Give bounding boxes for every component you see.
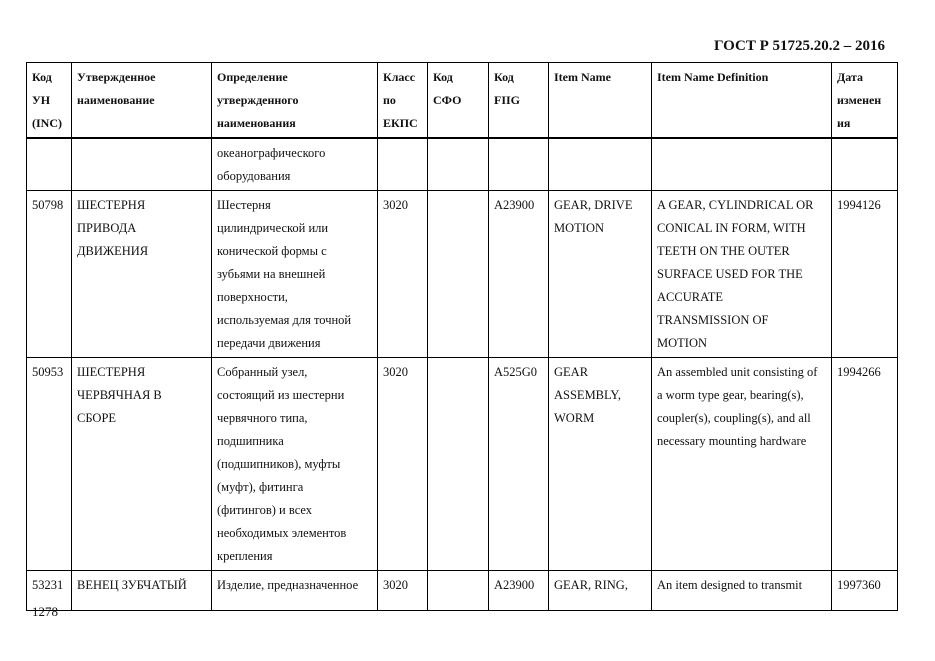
cell-text: coupler(s), coupling(s), and all — [657, 411, 811, 425]
cell-text: состоящий из шестерни — [217, 388, 345, 402]
cell-text: TRANSMISSION OF — [657, 313, 769, 327]
header-row — [27, 63, 898, 139]
item-name-definition-cell — [652, 138, 832, 191]
cell-text: Шестерня — [217, 198, 271, 212]
col-item-name-definition-header — [652, 63, 832, 139]
definition-cell — [212, 571, 378, 611]
header-text: Item Name Definition — [657, 70, 769, 84]
cell-text: цилиндрической или — [217, 221, 329, 235]
definition-cell — [212, 358, 378, 571]
cell-text: ASSEMBLY, — [554, 388, 621, 402]
inc-cell — [27, 358, 72, 571]
col-change-date-header — [832, 63, 898, 139]
cell-text: 50953 — [32, 365, 64, 379]
cell-text: SURFACE USED FOR THE — [657, 267, 803, 281]
cell-text: 3020 — [383, 578, 408, 592]
cell-text: WORM — [554, 411, 595, 425]
cell-text: ШЕСТЕРНЯ — [77, 198, 146, 212]
ekps-cell — [378, 571, 428, 611]
document-title: ГОСТ Р 51725.20.2 – 2016 — [714, 38, 886, 54]
ekps-cell — [378, 358, 428, 571]
cell-text: A GEAR, CYLINDRICAL OR — [657, 198, 814, 212]
col-item-name-header — [549, 63, 652, 139]
change-date-cell — [832, 191, 898, 358]
header-text: Код — [494, 70, 514, 84]
cell-text: 3020 — [383, 365, 408, 379]
cell-text: A23900 — [494, 578, 535, 592]
ekps-cell — [378, 138, 428, 191]
cell-text: 1994266 — [837, 365, 881, 379]
approved-name-cell — [72, 358, 212, 571]
approved-name-cell — [72, 138, 212, 191]
header-text: УН — [32, 93, 51, 107]
header-text: утвержденного — [217, 93, 299, 107]
cell-text: Изделие, предназначенное — [217, 578, 359, 592]
cell-text: (фитингов) и всех — [217, 503, 313, 517]
col-inc-header — [27, 63, 72, 139]
cell-text: a worm type gear, bearing(s), — [657, 388, 804, 402]
header-text: ЕКПС — [383, 116, 418, 130]
fiig-cell — [489, 358, 549, 571]
table-row — [27, 571, 898, 611]
cell-text: A525G0 — [494, 365, 538, 379]
table-row — [27, 358, 898, 571]
cell-text: GEAR, DRIVE — [554, 198, 633, 212]
table-row — [27, 138, 898, 191]
cell-text: An assembled unit consisting of — [657, 365, 818, 379]
definition-cell — [212, 191, 378, 358]
header-text: по — [383, 93, 396, 107]
cell-text: СБОРЕ — [77, 411, 117, 425]
ekps-cell — [378, 191, 428, 358]
header-text: Item Name — [554, 70, 611, 84]
inc-cell — [27, 138, 72, 191]
change-date-cell — [832, 571, 898, 611]
fiig-cell — [489, 571, 549, 611]
cell-text: A23900 — [494, 198, 535, 212]
cell-text: An item designed to transmit — [657, 578, 803, 592]
cell-text: 3020 — [383, 198, 408, 212]
table-header — [27, 63, 898, 139]
header-text: ия — [837, 116, 851, 130]
col-sfo-header — [428, 63, 489, 139]
item-name-definition-cell — [652, 191, 832, 358]
cell-text: 1997360 — [837, 578, 881, 592]
approved-name-cell — [72, 191, 212, 358]
cell-text: TEETH ON THE OUTER — [657, 244, 790, 258]
cell-text: необходимых элементов — [217, 526, 347, 540]
item-name-cell — [549, 191, 652, 358]
cell-text: океанографического — [217, 146, 326, 160]
cell-text: оборудования — [217, 169, 291, 183]
header-text: (INC) — [32, 116, 62, 130]
cell-text: ПРИВОДА — [77, 221, 137, 235]
sfo-cell — [428, 358, 489, 571]
header-text: СФО — [433, 93, 462, 107]
item-name-definition-cell — [652, 358, 832, 571]
header-text: Определение — [217, 70, 288, 84]
col-fiig-header — [489, 63, 549, 139]
item-name-cell — [549, 358, 652, 571]
cell-text: подшипника — [217, 434, 284, 448]
header-text: наименование — [77, 93, 155, 107]
fiig-cell — [489, 138, 549, 191]
cell-text: GEAR — [554, 365, 589, 379]
cell-text: 1994126 — [837, 198, 881, 212]
item-name-cell — [549, 571, 652, 611]
cell-text: ВЕНЕЦ ЗУБЧАТЫЙ — [77, 578, 187, 592]
header-text: Код — [433, 70, 453, 84]
definition-cell — [212, 138, 378, 191]
cell-text: MOTION — [657, 336, 707, 350]
col-ekps-header — [378, 63, 428, 139]
change-date-cell — [832, 138, 898, 191]
cell-text: 50798 — [32, 198, 64, 212]
header-text: изменен — [837, 93, 882, 107]
item-name-cell — [549, 138, 652, 191]
cell-text: ACCURATE — [657, 290, 723, 304]
cell-text: MOTION — [554, 221, 604, 235]
cell-text: ШЕСТЕРНЯ — [77, 365, 146, 379]
header-text: Код — [32, 70, 52, 84]
header-text: Класс — [383, 70, 416, 84]
inc-cell — [27, 191, 72, 358]
cell-text: CONICAL IN FORM, WITH — [657, 221, 806, 235]
header-text: Утвержденное — [77, 70, 156, 84]
table-body — [27, 138, 898, 611]
fiig-cell — [489, 191, 549, 358]
sfo-cell — [428, 138, 489, 191]
page-number: 1278 — [32, 604, 58, 619]
cell-text: necessary mounting hardware — [657, 434, 807, 448]
cell-text: конической формы с — [217, 244, 327, 258]
header-text: Дата — [837, 70, 863, 84]
catalog-table — [26, 62, 898, 611]
col-approved-name-header — [72, 63, 212, 139]
col-definition-header — [212, 63, 378, 139]
cell-text: ДВИЖЕНИЯ — [77, 244, 149, 258]
header-text: FIIG — [494, 93, 521, 107]
cell-text: используемая для точной — [217, 313, 352, 327]
cell-text: передачи движения — [217, 336, 321, 350]
cell-text: GEAR, RING, — [554, 578, 628, 592]
sfo-cell — [428, 571, 489, 611]
sfo-cell — [428, 191, 489, 358]
cell-text: поверхности, — [217, 290, 288, 304]
cell-text: крепления — [217, 549, 273, 563]
change-date-cell — [832, 358, 898, 571]
cell-text: зубьями на внешней — [217, 267, 326, 281]
item-name-definition-cell — [652, 571, 832, 611]
cell-text: Собранный узел, — [217, 365, 308, 379]
approved-name-cell — [72, 571, 212, 611]
table-row — [27, 191, 898, 358]
cell-text: (муфт), фитинга — [217, 480, 304, 494]
cell-text: червячного типа, — [217, 411, 308, 425]
cell-text: (подшипников), муфты — [217, 457, 341, 471]
header-text: наименования — [217, 116, 296, 130]
cell-text: ЧЕРВЯЧНАЯ В — [77, 388, 162, 402]
cell-text: 53231 — [32, 578, 64, 592]
